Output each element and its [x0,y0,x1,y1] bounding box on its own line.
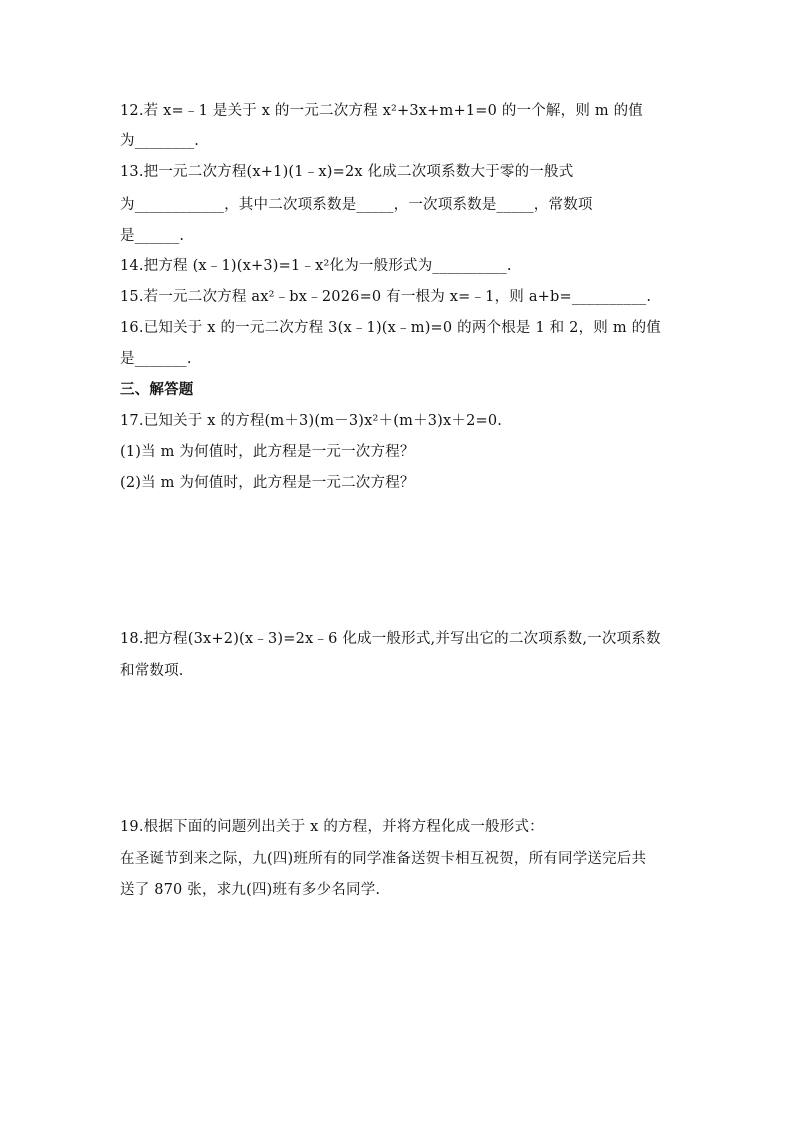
question-19-line-1: 19.根据下面的问题列出关于 x 的方程，并将方程化成一般形式： [120,819,544,835]
question-13-line-1: 13.把一元二次方程(x+1)(1﹣x)=2x 化成二次项系数大于零的一般式 [120,164,574,180]
question-13-line-3: 是______. [120,228,185,244]
question-16-line-2: 是_______. [120,351,192,367]
question-17-part-2: (2)当 m 为何值时，此方程是一元二次方程？ [120,475,415,491]
question-17-part-1: (1)当 m 为何值时，此方程是一元一次方程？ [120,444,415,460]
question-17: 17.已知关于 x 的方程(m＋3)(m－3)x²＋(m＋3)x＋2=0. [120,413,503,429]
question-16-line-1: 16.已知关于 x 的一元二次方程 3(x﹣1)(x﹣m)=0 的两个根是 1 和 2，则 m 的值 [120,320,661,336]
question-13-line-2: 为____________，其中二次项系数是_____，一次项系数是_____，常数项 [120,197,593,213]
question-15: 15.若一元二次方程 ax²﹣bx﹣2026=0 有一根为 x=﹣1，则 a+b=__________. [120,289,652,305]
question-19-line-3: 送了 870 张，求九(四)班有多少名同学. [120,882,381,898]
question-19-line-2: 在圣诞节到来之际，九(四)班所有的同学准备送贺卡相互祝贺，所有同学送完后共 [120,851,647,867]
question-18-line-1: 18.把方程(3x+2)(x﹣3)=2x﹣6 化成一般形式,并写出它的二次项系数,一次项系数 [120,631,661,647]
question-12-line-1: 12.若 x=﹣1 是关于 x 的一元二次方程 x²+3x+m+1=0 的一个解，则 m 的值 [120,103,644,119]
question-18-line-2: 和常数项. [120,663,184,679]
question-14: 14.把方程 (x﹣1)(x+3)=1﹣x²化为一般形式为__________. [120,258,512,274]
section-heading: 三、解答题 [120,382,194,398]
question-12-line-2: 为________. [120,133,200,149]
